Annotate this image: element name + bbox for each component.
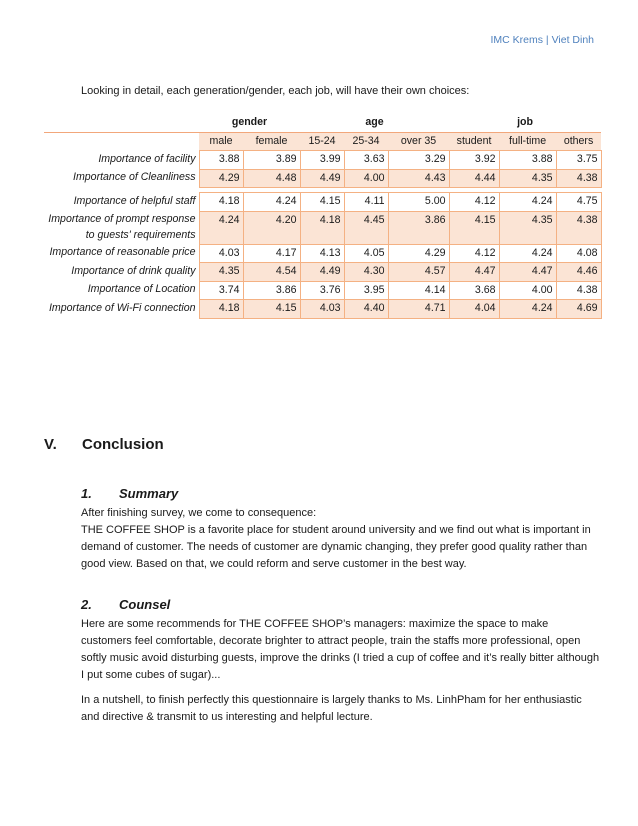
cell: 4.45 xyxy=(344,211,388,244)
cell: 4.44 xyxy=(449,169,499,188)
row-label: Importance of drink quality xyxy=(71,264,196,277)
cell: 3.74 xyxy=(199,281,243,300)
group-age: age xyxy=(300,114,449,132)
row-label: Importance of Cleanliness xyxy=(73,171,196,183)
cell: 4.38 xyxy=(556,281,601,300)
cell: 4.75 xyxy=(556,193,601,212)
row-label: Importance of prompt response to guests' requirements xyxy=(48,213,196,241)
summary-heading xyxy=(81,486,178,501)
cell: 4.46 xyxy=(556,263,601,282)
group-job: job xyxy=(449,114,601,132)
page-header: IMC Krems | Viet Dinh xyxy=(490,34,594,46)
cell: 4.49 xyxy=(300,169,344,188)
cell: 3.75 xyxy=(556,151,601,170)
cell: 4.48 xyxy=(243,169,300,188)
cell: 4.13 xyxy=(300,244,344,263)
cell: 4.38 xyxy=(556,211,601,244)
col-header: over 35 xyxy=(388,132,449,151)
table-row xyxy=(44,193,601,212)
cell: 4.43 xyxy=(388,169,449,188)
cell: 4.49 xyxy=(300,263,344,282)
summary-title: Summary xyxy=(119,486,179,501)
col-header: 25-34 xyxy=(344,132,388,151)
counsel-heading xyxy=(81,597,170,612)
cell: 4.30 xyxy=(344,263,388,282)
cell: 4.40 xyxy=(344,300,388,319)
cell: 4.00 xyxy=(499,281,556,300)
cell: 3.29 xyxy=(388,151,449,170)
cell: 3.86 xyxy=(388,211,449,244)
cell: 4.12 xyxy=(449,244,499,263)
cell: 4.20 xyxy=(243,211,300,244)
section-title: Conclusion xyxy=(82,436,164,453)
cell: 5.00 xyxy=(388,193,449,212)
cell: 4.14 xyxy=(388,281,449,300)
table-column-header xyxy=(44,132,601,151)
row-label: Importance of Location xyxy=(87,283,196,295)
cell: 4.03 xyxy=(300,300,344,319)
col-header: male xyxy=(199,132,243,151)
section-number: V. xyxy=(44,436,57,453)
summary-intro: After finishing survey, we come to consequence: xyxy=(81,507,317,519)
cell: 4.47 xyxy=(449,263,499,282)
cell: 4.57 xyxy=(388,263,449,282)
group-gender: gender xyxy=(199,114,300,132)
summary-number: 1. xyxy=(81,486,92,501)
cell: 4.17 xyxy=(243,244,300,263)
cell: 3.92 xyxy=(449,151,499,170)
col-header: female xyxy=(243,132,300,151)
cell: 4.12 xyxy=(449,193,499,212)
cell: 4.71 xyxy=(388,300,449,319)
cell: 4.35 xyxy=(499,169,556,188)
cell: 4.15 xyxy=(243,300,300,319)
cell: 4.05 xyxy=(344,244,388,263)
cell: 4.24 xyxy=(499,300,556,319)
counsel-title: Counsel xyxy=(119,597,171,612)
col-header: 15-24 xyxy=(300,132,344,151)
row-label: Importance of helpful staff xyxy=(73,194,196,207)
cell: 3.86 xyxy=(243,281,300,300)
cell: 4.04 xyxy=(449,300,499,319)
cell: 4.24 xyxy=(499,244,556,263)
cell: 4.08 xyxy=(556,244,601,263)
cell: 4.24 xyxy=(243,193,300,212)
section-heading xyxy=(44,436,164,453)
row-label: Importance of Wi-Fi connection xyxy=(48,301,196,314)
cell: 4.24 xyxy=(199,211,243,244)
col-header: full-time xyxy=(499,132,556,151)
cell: 4.29 xyxy=(199,169,243,188)
table-row xyxy=(44,263,601,282)
row-label: Importance of reasonable price xyxy=(49,246,196,258)
cell: 4.03 xyxy=(199,244,243,263)
cell: 4.11 xyxy=(344,193,388,212)
counsel-body: Here are some recommends for THE COFFEE SHOP’s managers: maximize the space to make customers feel comfortable, decorate brighter to attract people, train the staffs more professional, open softly music avoid disturbing guests, improve the drinks (I tried a cup of coffee and it’s really bitter although I put some cubes of sugar)... xyxy=(81,618,600,681)
cell: 3.63 xyxy=(344,151,388,170)
row-label: Importance of facility xyxy=(98,152,196,165)
counsel-number: 2. xyxy=(81,597,92,612)
cell: 4.18 xyxy=(199,193,243,212)
cell: 4.00 xyxy=(344,169,388,188)
cell: 4.15 xyxy=(300,193,344,212)
choices-table xyxy=(44,114,602,319)
cell: 4.18 xyxy=(199,300,243,319)
cell: 4.18 xyxy=(300,211,344,244)
cell: 3.68 xyxy=(449,281,499,300)
table-group-header xyxy=(44,114,601,132)
table-row xyxy=(44,281,601,300)
cell: 4.54 xyxy=(243,263,300,282)
closing-paragraph: In a nutshell, to finish perfectly this questionnaire is largely thanks to Ms. LinhPham for her enthusiastic and directive & transmit to us interesting and helpful lecture. xyxy=(81,694,582,723)
cell: 3.99 xyxy=(300,151,344,170)
cell: 4.38 xyxy=(556,169,601,188)
table-row xyxy=(44,211,601,244)
cell: 3.88 xyxy=(199,151,243,170)
cell: 3.95 xyxy=(344,281,388,300)
cell: 4.15 xyxy=(449,211,499,244)
summary-body: THE COFFEE SHOP is a favorite place for student around university and we find out what is important in demand of customer. The needs of customer are dynamic changing, they prefer good quality rather than good view. Based on that, we could reform and serve customer in the best way. xyxy=(81,524,591,570)
table-row xyxy=(44,151,601,170)
cell: 4.35 xyxy=(499,211,556,244)
col-header: student xyxy=(449,132,499,151)
intro-text: Looking in detail, each generation/gender, each job, will have their own choices: xyxy=(81,85,470,97)
table-row xyxy=(44,244,601,263)
cell: 3.88 xyxy=(499,151,556,170)
cell: 4.35 xyxy=(199,263,243,282)
cell: 3.89 xyxy=(243,151,300,170)
table-row xyxy=(44,169,601,188)
table-row xyxy=(44,300,601,319)
cell: 4.24 xyxy=(499,193,556,212)
cell: 3.76 xyxy=(300,281,344,300)
col-header: others xyxy=(556,132,601,151)
cell: 4.47 xyxy=(499,263,556,282)
cell: 4.29 xyxy=(388,244,449,263)
cell: 4.69 xyxy=(556,300,601,319)
